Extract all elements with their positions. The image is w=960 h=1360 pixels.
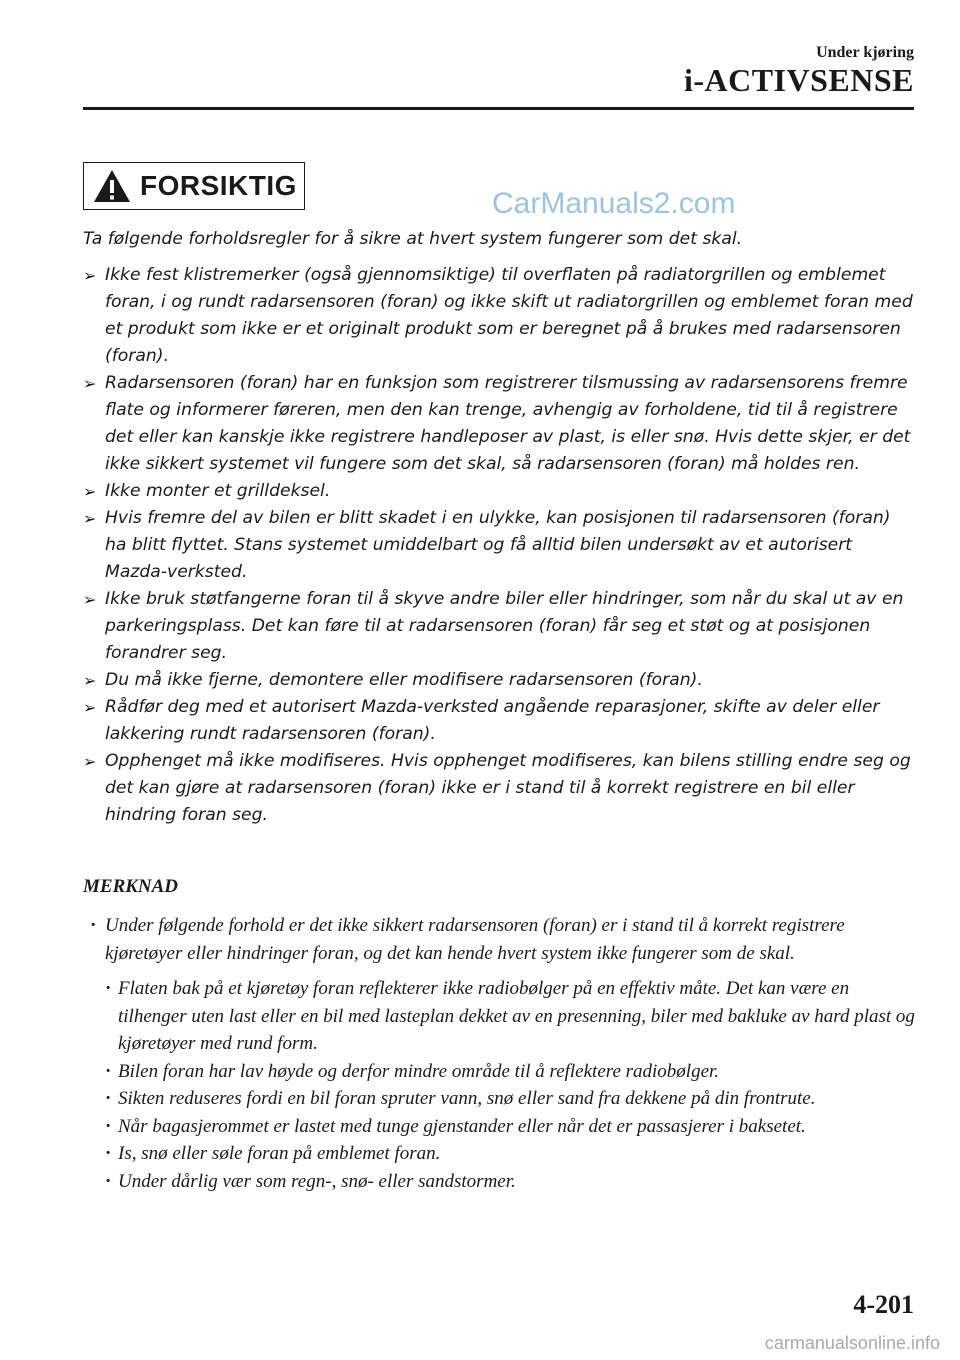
note-heading: MERKNAD [83,876,179,897]
caution-item: ➢ Rådfør deg med et autorisert Mazda-verksted angående reparasjoner, skifte av deler eller lakkering rundt radarsensoren (foran). [83,694,915,748]
note-item: · Bilen foran har lav høyde og derfor mindre område til å reflektere radiobølger. [105,1058,915,1086]
caution-item: ➢ Ikke monter et grilldeksel. [83,478,915,505]
caution-item: ➢ Ikke fest klistremerker (også gjennomsiktige) til overflaten på radiatorgrillen og emblemet foran, i og rundt radarsensoren (foran) og ikke skift ut radiatorgrillen og emblemet foran med et produkt som ikke er et originalt produkt som er beregnet på å brukes med radarsensoren (foran). [83,262,915,370]
note-item: · Under dårlig vær som regn-, snø- eller sandstormer. [105,1168,915,1196]
footer-site-link[interactable]: carmanualsonline.info [764,1333,940,1353]
caution-item: ➢ Hvis fremre del av bilen er blitt skadet i en ulykke, kan posisjonen til radarsensoren (foran) ha blitt flyttet. Stans systemet umiddelbart og få alltid bilen undersøkt av et autorisert Mazda-verksted. [83,505,915,586]
warning-triangle-icon [92,168,132,204]
caution-label: FORSIKTIG [140,170,297,201]
note-list [83,975,915,1195]
header-section: Under kjøring [816,44,914,61]
note-body [83,912,915,1195]
caution-body [83,226,915,829]
caution-item: ➢ Opphenget må ikke modifiseres. Hvis opphenget modifiseres, kan bilens stilling endre seg og det kan gjøre at radarsensoren (foran) ikke er i stand til å korrekt registrere en bil eller hindring foran seg. [83,748,915,829]
note-item: · Sikten reduseres fordi en bil foran spruter vann, snø eller sand fra dekkene på din frontrute. [105,1085,915,1113]
note-item: · Is, snø eller søle foran på emblemet foran. [105,1140,915,1168]
caution-item: ➢ Du må ikke fjerne, demontere eller modifisere radarsensoren (foran). [83,667,915,694]
caution-list [83,262,915,829]
caution-item: ➢ Ikke bruk støtfangerne foran til å skyve andre biler eller hindringer, som når du skal ut av en parkeringsplass. Det kan føre til at radarsensoren (foran) får seg et støt og at posisjonen forandrer seg. [83,586,915,667]
note-intro: · Under følgende forhold er det ikke sikkert radarsensoren (foran) er i stand til å korrekt registrere kjøretøyer eller hindringer foran, og det kan hende hvert system ikke fungerer som de skal. [83,912,915,967]
watermark: CarManuals2.com [492,187,736,220]
page-title: i-ACTIVSENSE [683,62,914,98]
page-number: 4-201 [853,1290,914,1319]
note-item: · Når bagasjerommet er lastet med tunge gjenstander eller når det er passasjerer i baksetet. [105,1113,915,1141]
header-rule [83,107,914,110]
caution-intro: Ta følgende forholdsregler for å sikre at hvert system fungerer som det skal. [83,229,743,249]
caution-item: ➢ Radarsensoren (foran) har en funksjon som registrerer tilsmussing av radarsensorens fremre flate og informerer føreren, men den kan trenge, avhengig av forholdene, tid til å registrere det eller kan kanskje ikke registrere handleposer av plast, is eller snø. Hvis dette skjer, er det ikke sikkert systemet vil fungere som det skal, så radarsensoren (foran) må holdes ren. [83,370,915,478]
caution-box [83,162,305,210]
note-item: · Flaten bak på et kjøretøy foran reflekterer ikke radiobølger på en effektiv måte. Det kan være en tilhenger uten last eller en bil med lasteplan dekket av en presenning, biler med bakluke av hard plast og kjøretøyer med rund form. [105,975,915,1058]
